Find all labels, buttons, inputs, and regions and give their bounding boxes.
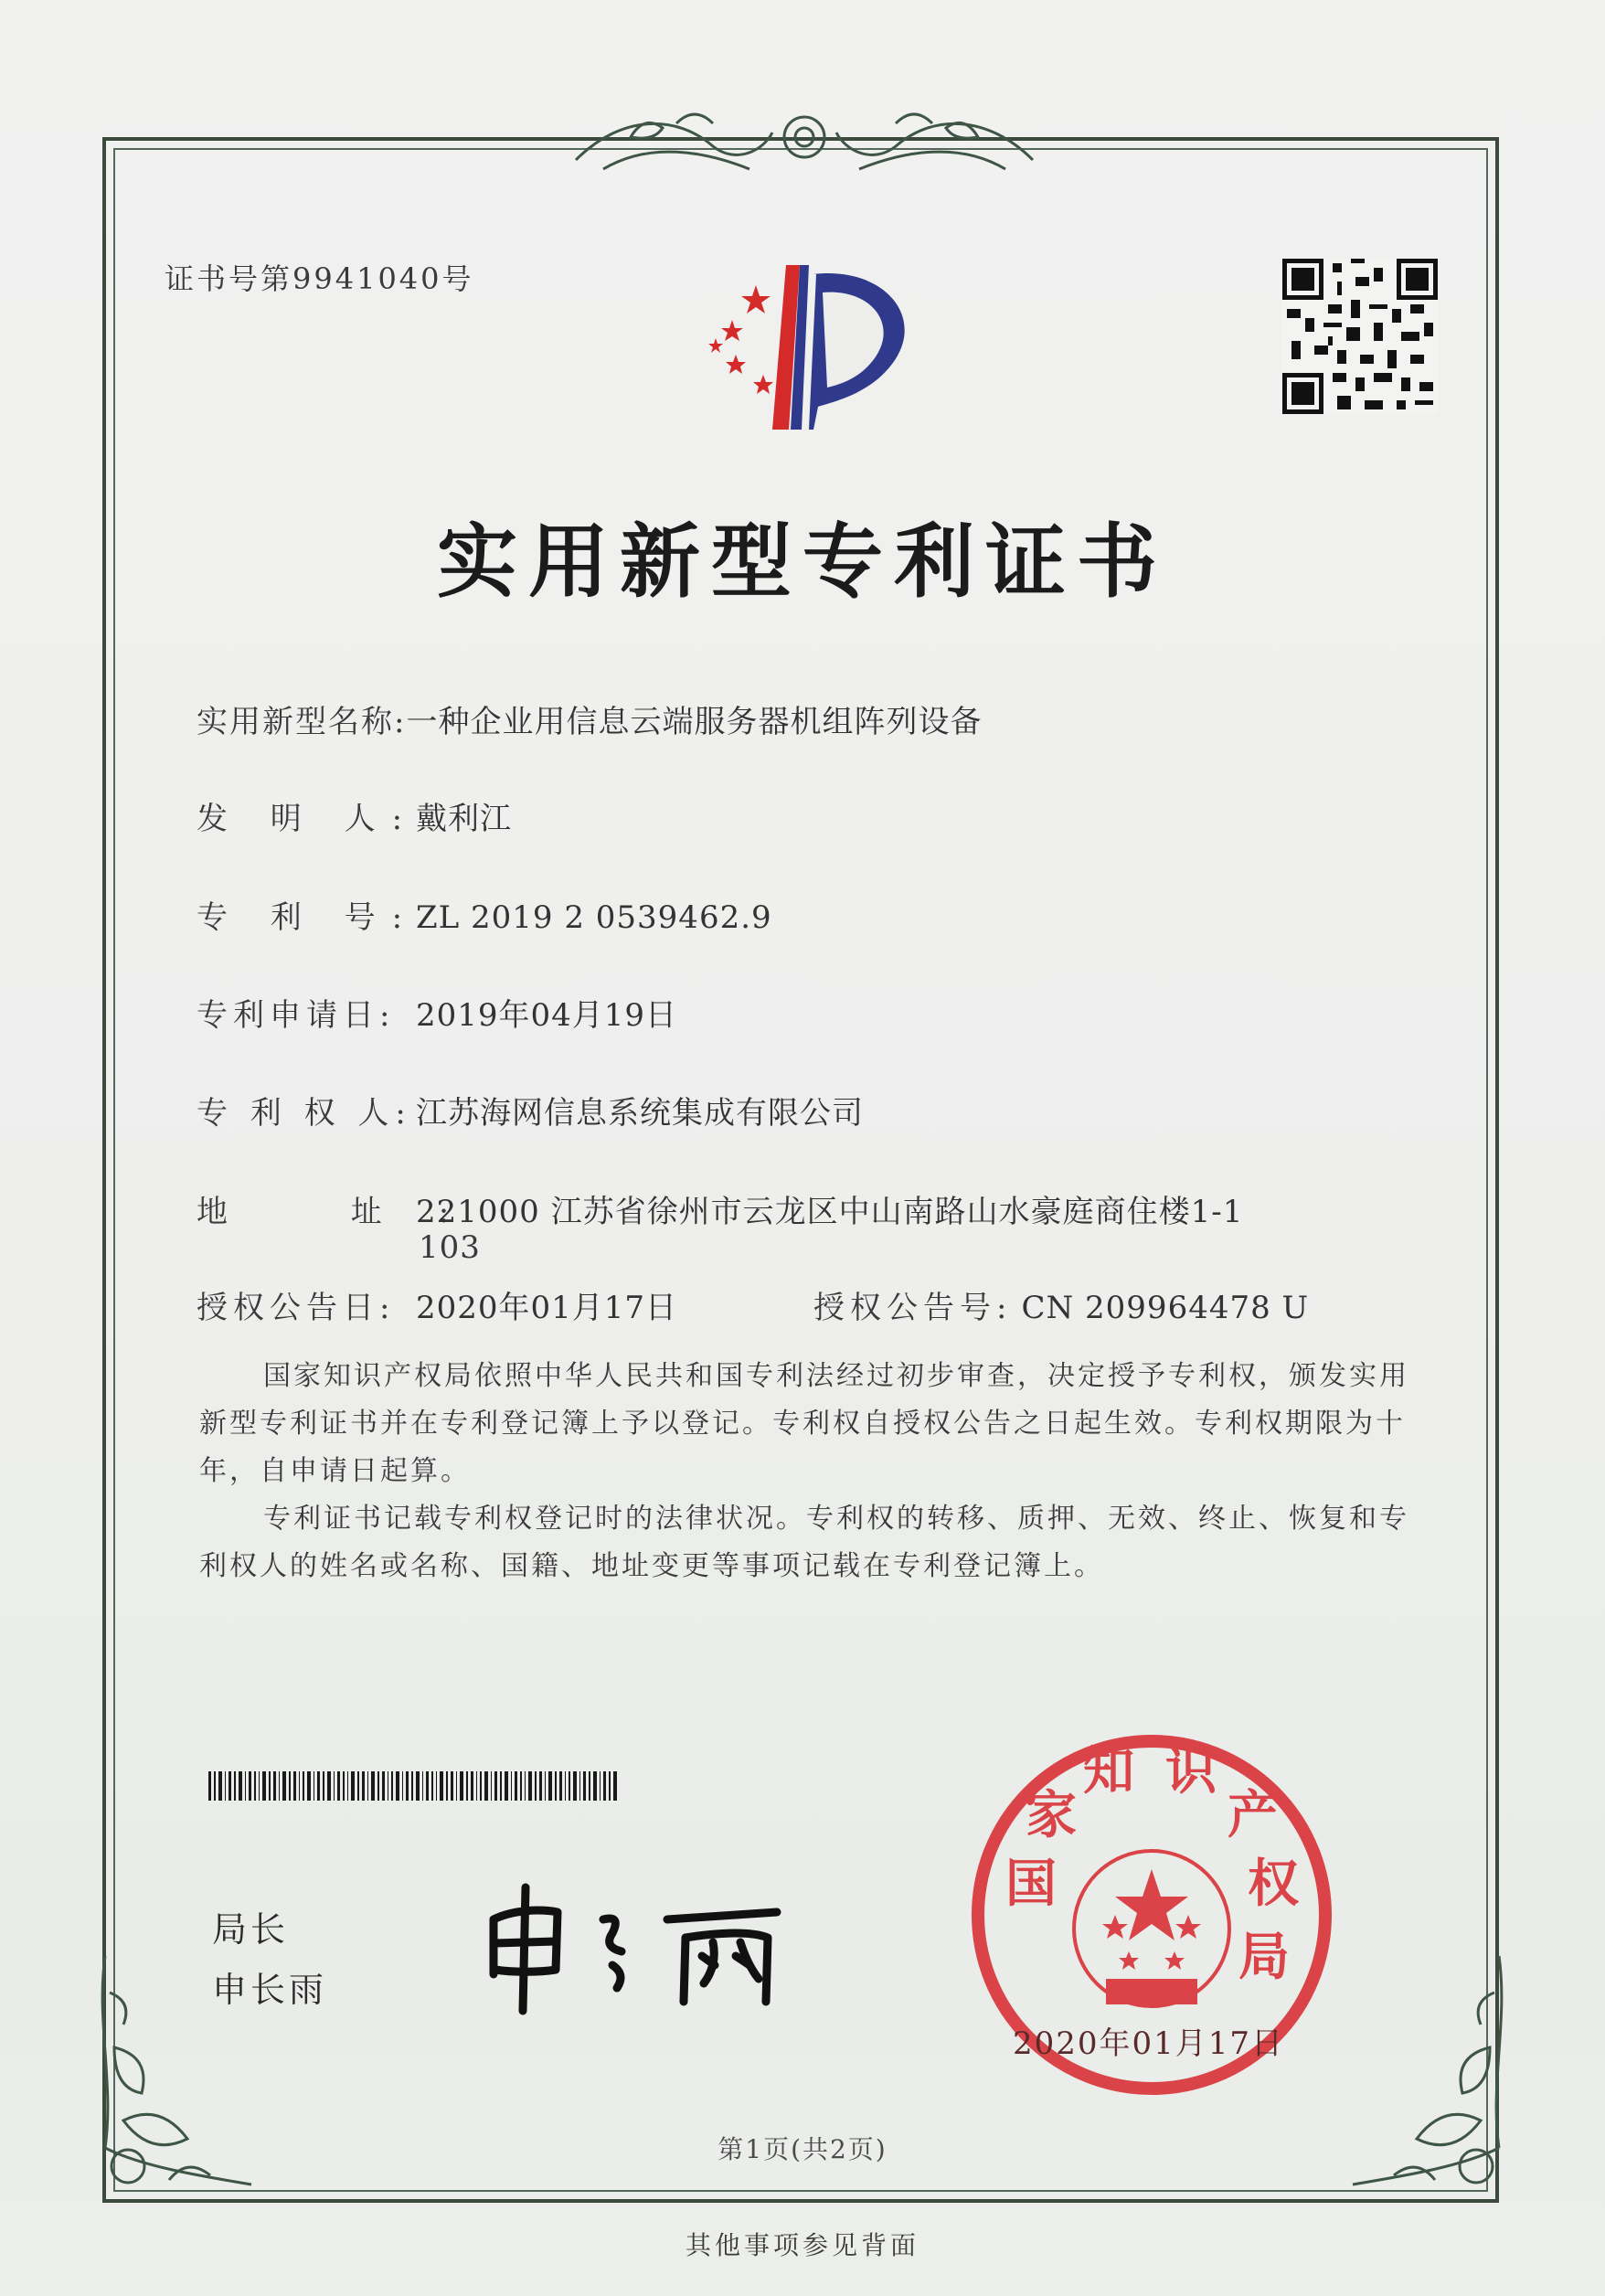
grant-date-value: 2020年01月17日	[416, 1290, 678, 1326]
inventor-value: 戴利江	[416, 801, 512, 837]
svg-text:权: 权	[1248, 1854, 1299, 1914]
footer-note: 其他事项参见背面	[685, 2230, 919, 2260]
qr-code	[1282, 259, 1438, 414]
body-paragraph-2: 专利证书记载专利权登记时的法律状况。专利权的转移、质押、无效、终止、恢复和专利权人的姓名或名称、国籍、地址变更等事项记载在专利登记簿上。	[199, 1503, 1409, 1582]
seal-date: 2020年01月17日	[1013, 2025, 1285, 2062]
field-address	[197, 1186, 1243, 1231]
field-filing-date	[197, 990, 677, 1035]
svg-text:国: 国	[1005, 1854, 1057, 1914]
svg-text:产: 产	[1228, 1785, 1279, 1845]
address-label: 地 址:	[197, 1194, 506, 1230]
filing-date-label: 专利申请日:	[197, 997, 396, 1034]
body-paragraph-1: 国家知识产权局依照中华人民共和国专利法经过初步审查，决定授予专利权，颁发实用新型专利证书并在专利登记簿上予以登记。专利权自授权公告之日起生效。专利权期限为十年，自申请日起算。	[199, 1360, 1409, 1487]
patentee-label: 专 利 权 人:	[197, 1095, 412, 1132]
filing-date-value: 2019年04月19日	[416, 997, 678, 1034]
patent-number-label: 专 利 号:	[197, 899, 420, 936]
svg-text:识: 识	[1165, 1741, 1217, 1802]
grant-date-label: 授权公告日:	[197, 1290, 396, 1326]
signatory-name: 申长雨	[212, 1970, 328, 2010]
patent-office-logo	[681, 247, 937, 443]
inventor-label: 发 明 人:	[197, 801, 420, 837]
address-line-2: 103	[419, 1229, 481, 1266]
field-patent-number	[197, 892, 772, 937]
bottom-right-ornament	[1334, 1938, 1517, 2212]
field-grant-date	[197, 1282, 677, 1327]
certificate-title: 实用新型专利证书	[436, 515, 1168, 609]
field-inventor	[197, 793, 512, 838]
certificate-number: 证书号第9941040号	[165, 261, 474, 296]
svg-text:家: 家	[1026, 1785, 1077, 1845]
svg-text:局: 局	[1238, 1927, 1290, 1987]
handwritten-signature	[475, 1855, 841, 2020]
name-label: 实用新型名称:	[197, 704, 407, 740]
address-line-1: 221000 江苏省徐州市云龙区中山南路山水豪庭商住楼1-1	[416, 1194, 1244, 1230]
name-value: 一种企业用信息云端服务器机组阵列设备	[406, 704, 983, 740]
field-utility-model-name	[197, 696, 982, 741]
signatory-position: 局长	[212, 1909, 290, 1950]
field-grant-number	[813, 1282, 1309, 1327]
grant-number-value: CN 209964478 U	[1021, 1290, 1310, 1326]
patent-number-value: ZL 2019 2 0539462.9	[416, 899, 772, 936]
page-number: 第1页(共2页)	[717, 2134, 888, 2164]
barcode	[208, 1771, 620, 1801]
grant-number-label: 授权公告号:	[813, 1290, 1013, 1326]
top-ornament	[567, 96, 1042, 183]
patentee-value: 江苏海网信息系统集成有限公司	[416, 1095, 864, 1132]
svg-text:知: 知	[1083, 1741, 1134, 1802]
field-patentee	[197, 1088, 864, 1132]
